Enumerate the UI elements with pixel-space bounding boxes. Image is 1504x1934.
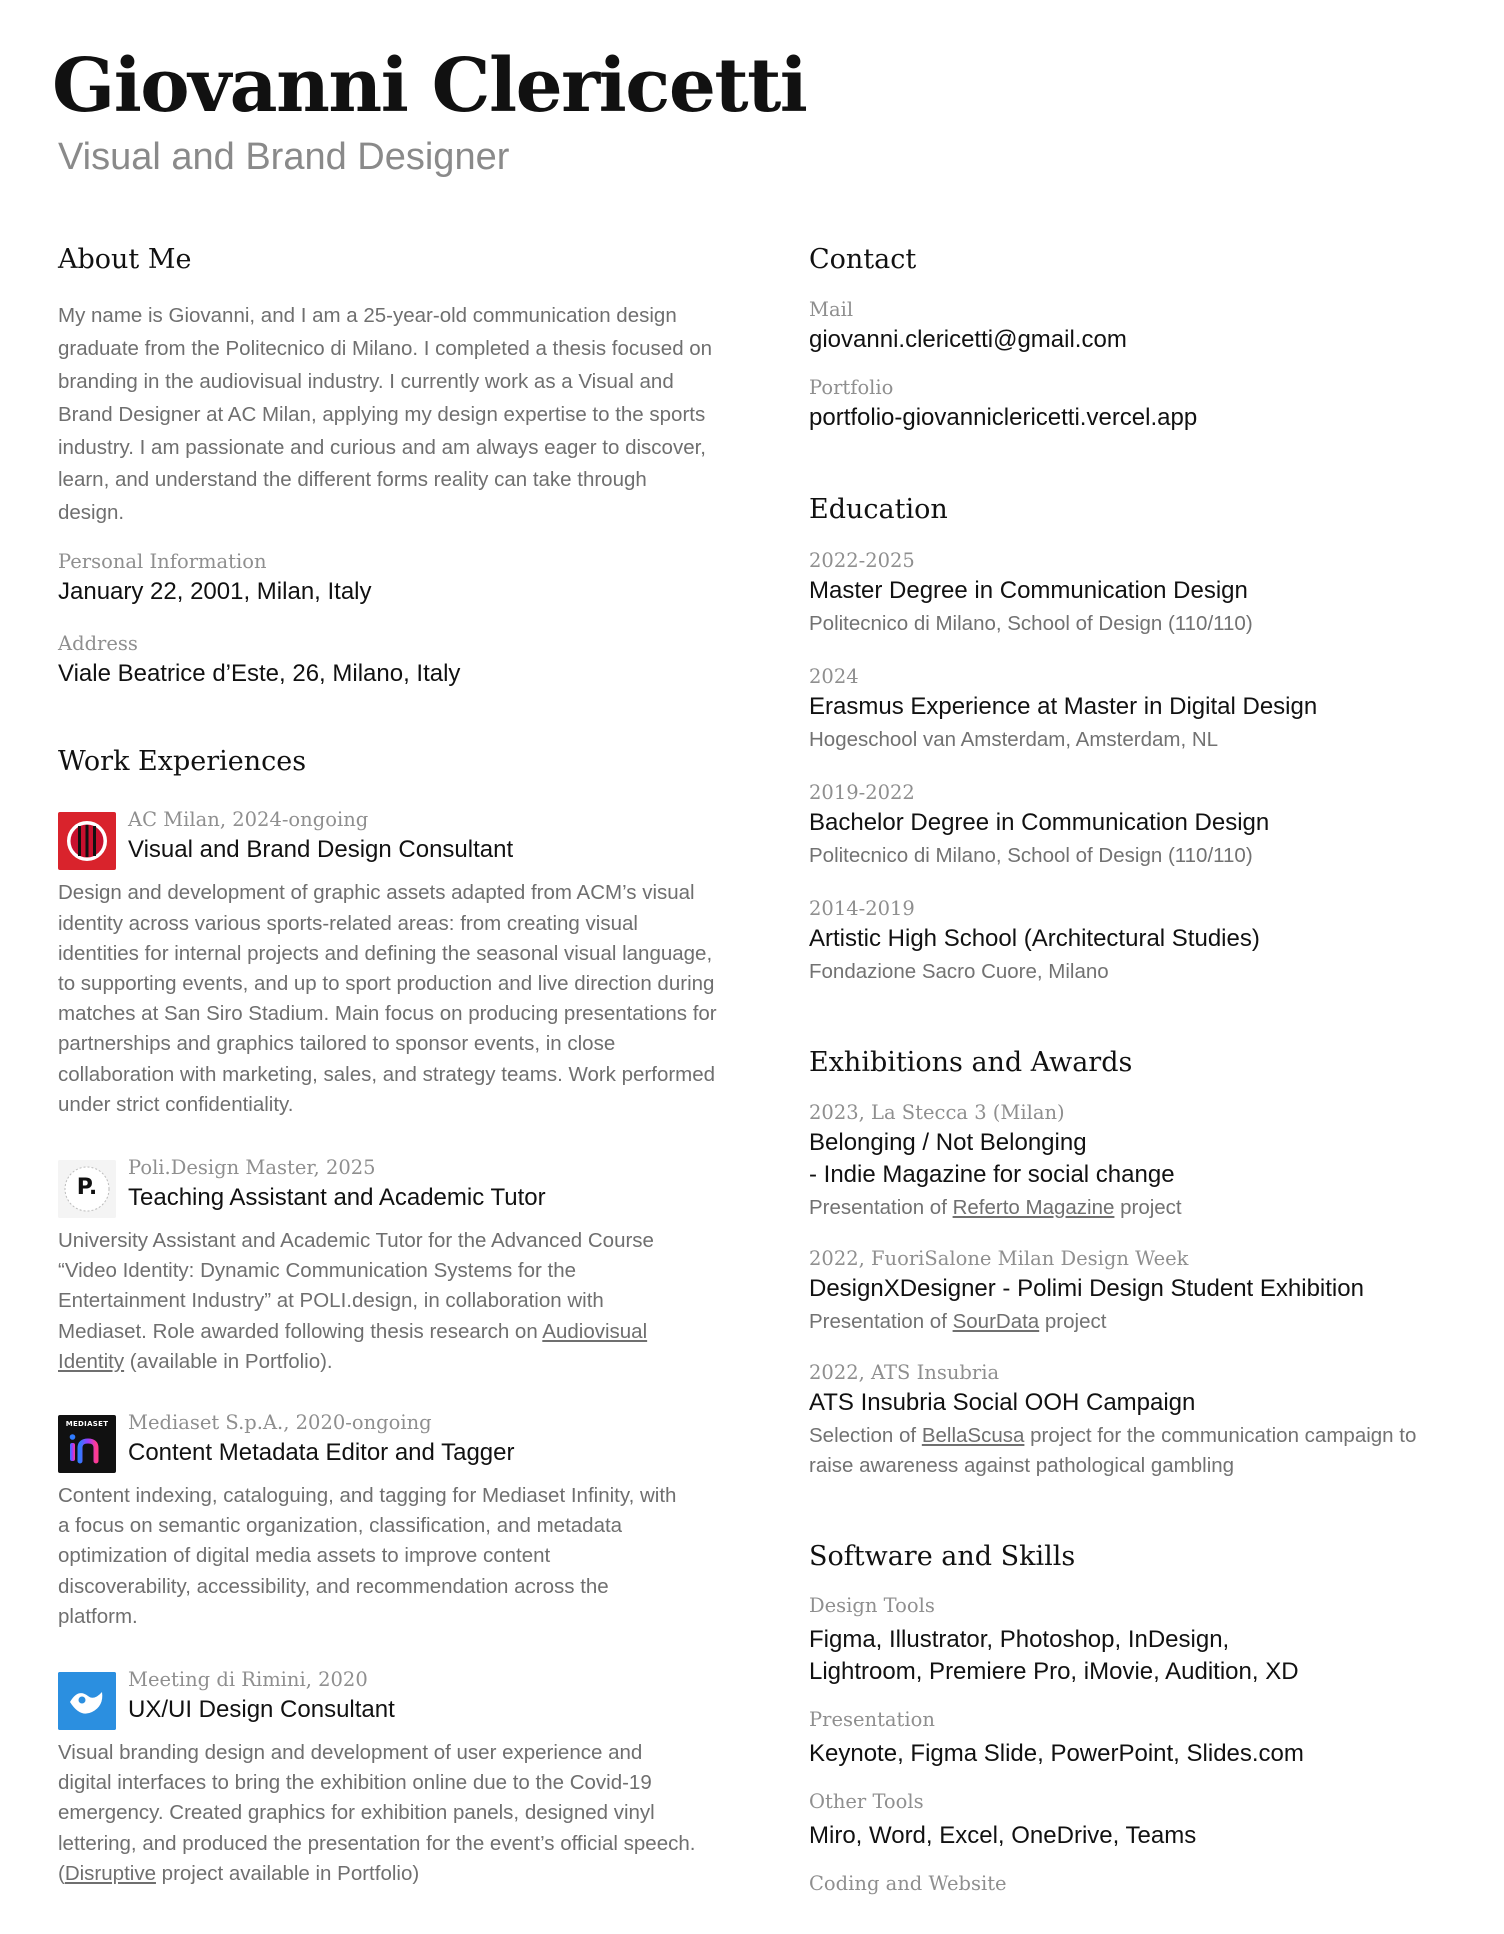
job-meta: Mediaset S.p.A., 2020-ongoing xyxy=(128,1411,432,1434)
job-title: UX/UI Design Consultant xyxy=(128,1696,395,1724)
referto-magazine-link[interactable]: Referto Magazine xyxy=(952,1196,1115,1220)
job-description-text: (available in Portfolio). xyxy=(124,1349,333,1373)
polidesign-logo-icon xyxy=(58,1160,116,1218)
presentation-value: Keynote, Figma Slide, PowerPoint, Slides.com xyxy=(809,1739,1304,1767)
job-description xyxy=(58,1226,688,1377)
education-school: Hogeschool van Amsterdam, Amsterdam, NL xyxy=(809,727,1219,751)
education-school: Fondazione Sacro Cuore, Milano xyxy=(809,959,1109,983)
other-tools-label: Other Tools xyxy=(809,1789,924,1813)
mail-value[interactable]: giovanni.clericetti@gmail.com xyxy=(809,326,1127,354)
skills-presentation xyxy=(809,1706,1469,1770)
exhibition-description-text: Selection of xyxy=(809,1424,922,1448)
job-title: Visual and Brand Design Consultant xyxy=(128,836,514,864)
address xyxy=(58,630,718,690)
skills-heading: Software and Skills xyxy=(809,1541,1076,1573)
job-title: Teaching Assistant and Academic Tutor xyxy=(128,1183,546,1211)
job-title: Content Metadata Editor and Tagger xyxy=(128,1439,515,1466)
job-description xyxy=(58,1738,698,1889)
address-value: Viale Beatrice d’Este, 26, Milano, Italy xyxy=(58,659,461,687)
job-meta: Meeting di Rimini, 2020 xyxy=(128,1668,368,1692)
exhibitions-heading: Exhibitions and Awards xyxy=(809,1046,1133,1078)
skills-design xyxy=(809,1592,1469,1688)
education-school: Politecnico di Milano, School of Design (110/110) xyxy=(809,843,1253,867)
exhibition-title: Belonging / Not Belonging xyxy=(809,1129,1087,1157)
exhibition-description-text: project xyxy=(1039,1310,1107,1334)
about-heading: About Me xyxy=(58,244,192,275)
exhibition-description xyxy=(809,1307,1469,1337)
skills-coding xyxy=(809,1870,1469,1898)
mail-label: Mail xyxy=(809,298,854,322)
education-title: Erasmus Experience at Master in Digital Design xyxy=(809,692,1318,720)
right-column xyxy=(809,244,1469,1898)
mediaset-logo-text: MEDIASET xyxy=(65,1420,109,1428)
design-tools-label: Design Tools xyxy=(809,1593,935,1617)
exhibition-description-text: project xyxy=(1114,1196,1182,1220)
education-school: Politecnico di Milano, School of Design (110/110) xyxy=(809,611,1253,635)
other-tools-value: Miro, Word, Excel, OneDrive, Teams xyxy=(809,1821,1197,1849)
job-description-text: project available in Portfolio) xyxy=(155,1861,420,1885)
address-label: Address xyxy=(58,631,138,655)
education-item xyxy=(809,547,1469,639)
mediaset-infinity-logo-icon xyxy=(58,1415,116,1473)
exhibition-description xyxy=(809,1193,1469,1223)
personal-info-label: Personal Information xyxy=(58,549,267,573)
design-tools-value: Figma, Illustrator, Photoshop, InDesign, xyxy=(809,1625,1230,1653)
exhibition-item xyxy=(809,1359,1469,1481)
exhibition-description-text: Presentation of xyxy=(809,1196,953,1220)
job-meta: Poli.Design Master, 2025 xyxy=(128,1155,376,1179)
job-description-text: Visual branding design and development of user experience and digital interfaces to bring the exhibition online due to the Covid-19 emergency. Created graphics for exhibition panels, designed vinyl lettering, and produced the presentation for the event’s official speech. ( xyxy=(58,1741,696,1885)
exhibition-meta: 2022, ATS Insubria xyxy=(809,1361,1000,1385)
education-item xyxy=(809,663,1469,755)
portfolio-label: Portfolio xyxy=(809,376,894,400)
polidesign-logo-text: P. xyxy=(76,1174,98,1200)
job-description: Design and development of graphic assets adapted from ACM’s visual identity across various sports-related areas: from creating visual identities for internal projects and defining the seasonal visual language, to supporting events, and up to sport production and live direction during matches at San Siro Stadium. Main focus on producing presentations for partnerships and graphics tailored to sponsor events, in close collaboration with marketing, sales, and strategy teams. Work performed under strict confidentiality. xyxy=(58,881,717,1116)
contact-mail xyxy=(809,296,1469,356)
personal-info xyxy=(58,548,718,608)
education-years: 2014-2019 xyxy=(809,896,915,920)
sourdata-link[interactable]: SourData xyxy=(952,1310,1040,1334)
audiovisual-identity-link[interactable]: Audiovisual Identity xyxy=(58,1319,648,1373)
job-meta: AC Milan, 2024-ongoing xyxy=(128,808,369,832)
education-item xyxy=(809,779,1469,871)
presentation-label: Presentation xyxy=(809,1707,935,1731)
page-subtitle: Visual and Brand Designer xyxy=(58,136,510,178)
education-years: 2022-2025 xyxy=(809,548,915,572)
exhibition-description xyxy=(809,1421,1419,1481)
portfolio-value[interactable]: portfolio-giovanniclericetti.vercel.app xyxy=(809,404,1198,432)
education-heading: Education xyxy=(809,494,948,526)
about-text: My name is Giovanni, and I am a 25-year-old communication design graduate from the Politecnico di Milano. I completed a thesis focused on branding in the audiovisual industry. I currently work as a Visual and Brand Designer at AC Milan, applying my design expertise to the sports industry. I am passionate and curious and am always eager to discover, learn, and understand the different forms reality can take through design. xyxy=(58,304,713,525)
disruptive-link[interactable]: Disruptive xyxy=(64,1861,156,1885)
left-column xyxy=(58,244,718,1889)
exhibition-meta: 2022, FuoriSalone Milan Design Week xyxy=(809,1247,1189,1271)
job-item xyxy=(58,1409,718,1632)
skills-other xyxy=(809,1788,1469,1852)
education-title: Bachelor Degree in Communication Design xyxy=(809,808,1270,836)
personal-info-value: January 22, 2001, Milan, Italy xyxy=(58,577,372,605)
bellascusa-link[interactable]: BellaScusa xyxy=(921,1424,1025,1448)
coding-label: Coding and Website xyxy=(809,1871,1007,1895)
job-item xyxy=(58,1154,718,1377)
education-title: Artistic High School (Architectural Studies) xyxy=(809,924,1260,952)
page-title: Giovanni Clericetti xyxy=(52,43,807,129)
work-heading: Work Experiences xyxy=(58,745,307,777)
job-description-text: University Assistant and Academic Tutor for the Advanced Course “Video Identity: Dynamic Communication Systems for the Entertainment Industry” at POLI.design, in collaboration with Mediaset. Role awarded following thesis research on xyxy=(58,1228,654,1343)
exhibition-title: ATS Insubria Social OOH Campaign xyxy=(809,1389,1196,1417)
exhibition-item xyxy=(809,1099,1469,1223)
education-years: 2019-2022 xyxy=(809,780,915,804)
exhibition-meta: 2023, La Stecca 3 (Milan) xyxy=(809,1101,1065,1125)
job-item xyxy=(58,1666,718,1889)
job-item xyxy=(58,806,718,1120)
exhibition-item xyxy=(809,1245,1469,1337)
meeting-rimini-logo-icon xyxy=(58,1672,116,1730)
exhibition-title-continued: - Indie Magazine for social change xyxy=(809,1161,1175,1189)
contact-heading: Contact xyxy=(809,244,917,275)
education-years: 2024 xyxy=(809,664,859,688)
contact-portfolio xyxy=(809,374,1469,434)
job-description: Content indexing, cataloguing, and tagging for Mediaset Infinity, with a focus on semantic organization, classification, and metadata optimization of digital media assets to improve content discoverability, accessibility, and recommendation across the platform. xyxy=(58,1484,677,1628)
exhibition-description-text: Presentation of xyxy=(809,1310,953,1334)
education-item xyxy=(809,895,1469,987)
exhibition-description-text: project for the communication campaign to raise awareness against pathological gambling xyxy=(809,1424,1417,1478)
education-title: Master Degree in Communication Design xyxy=(809,576,1248,604)
design-tools-value-continued: Lightroom, Premiere Pro, iMovie, Audition, XD xyxy=(809,1657,1299,1685)
ac-milan-logo-icon xyxy=(58,812,116,870)
exhibition-title: DesignXDesigner - Polimi Design Student Exhibition xyxy=(809,1275,1364,1303)
